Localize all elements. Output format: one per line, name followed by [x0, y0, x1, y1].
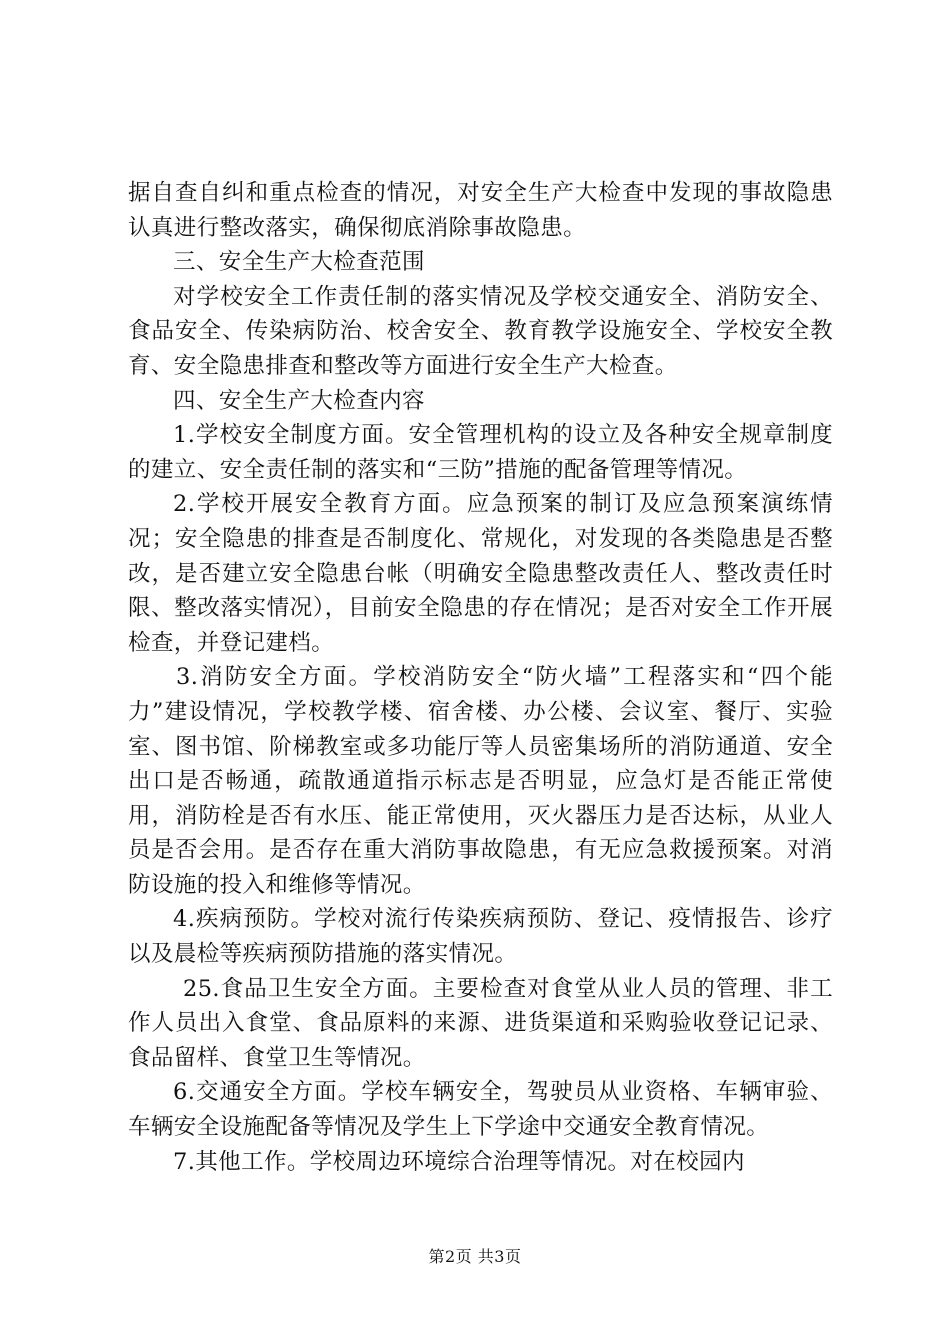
list-item-2: 2.学校开展安全教育方面。应急预案的制订及应急预案演练情况；安全隐患的排查是否制度化、常规化，对发现的各类隐患是否整改，是否建立安全隐患台帐（明确安全隐患整改责任人、整改责任时限、整改落实情况），目前安全隐患的存在情况；是否对安全工作开展检查，并登记建档。	[128, 491, 833, 656]
list-item-7: 7.其他工作。学校周边环境综合治理等情况。对在校园内	[173, 1148, 745, 1175]
document-body	[128, 176, 833, 1179]
list-item-1: 1.学校安全制度方面。安全管理机构的设立及各种安全规章制度的建立、安全责任制的落实和“三防”措施的配备管理等情况。	[128, 422, 833, 483]
section-heading-scope: 三、安全生产大检查范围	[173, 249, 425, 276]
list-item-3: 3.消防安全方面。学校消防安全“防火墙”工程落实和“四个能力”建设情况，学校教学楼、宿舍楼、办公楼、会议室、餐厅、实验室、图书馆、阶梯教室或多功能厅等人员密集场所的消防通道、安全出口是否畅通，疏散通道指示标志是否明显，应急灯是否能正常使用，消防栓是否有水压、能正常使用，灭火器压力是否达标，从业人员是否会用。是否存在重大消防事故隐患，有无应急救援预案。对消防设施的投入和维修等情况。	[128, 664, 833, 898]
list-item-6: 6.交通安全方面。学校车辆安全，驾驶员从业资格、车辆审验、车辆安全设施配备等情况及学生上下学途中交通安全教育情况。	[128, 1079, 833, 1141]
list-item-5: 25.食品卫生安全方面。主要检查对食堂从业人员的管理、非工作人员出入食堂、食品原料的来源、进货渠道和采购验收登记记录、食品留样、食堂卫生等情况。	[128, 975, 833, 1071]
page-footer: 第2页 共3页	[428, 1247, 522, 1266]
paragraph-continuation: 据自查自纠和重点检查的情况，对安全生产大检查中发现的事故隐患认真进行整改落实，确保彻底消除事故隐患。	[128, 180, 833, 241]
section-heading-content: 四、安全生产大检查内容	[173, 387, 425, 414]
list-item-4: 4.疾病预防。学校对流行传染疾病预防、登记、疫情报告、诊疗以及晨检等疾病预防措施的落实情况。	[128, 906, 833, 968]
paragraph-scope: 对学校安全工作责任制的落实情况及学校交通安全、消防安全、食品安全、传染病防治、校舍安全、教育教学设施安全、学校安全教育、安全隐患排查和整改等方面进行安全生产大检查。	[128, 283, 833, 379]
